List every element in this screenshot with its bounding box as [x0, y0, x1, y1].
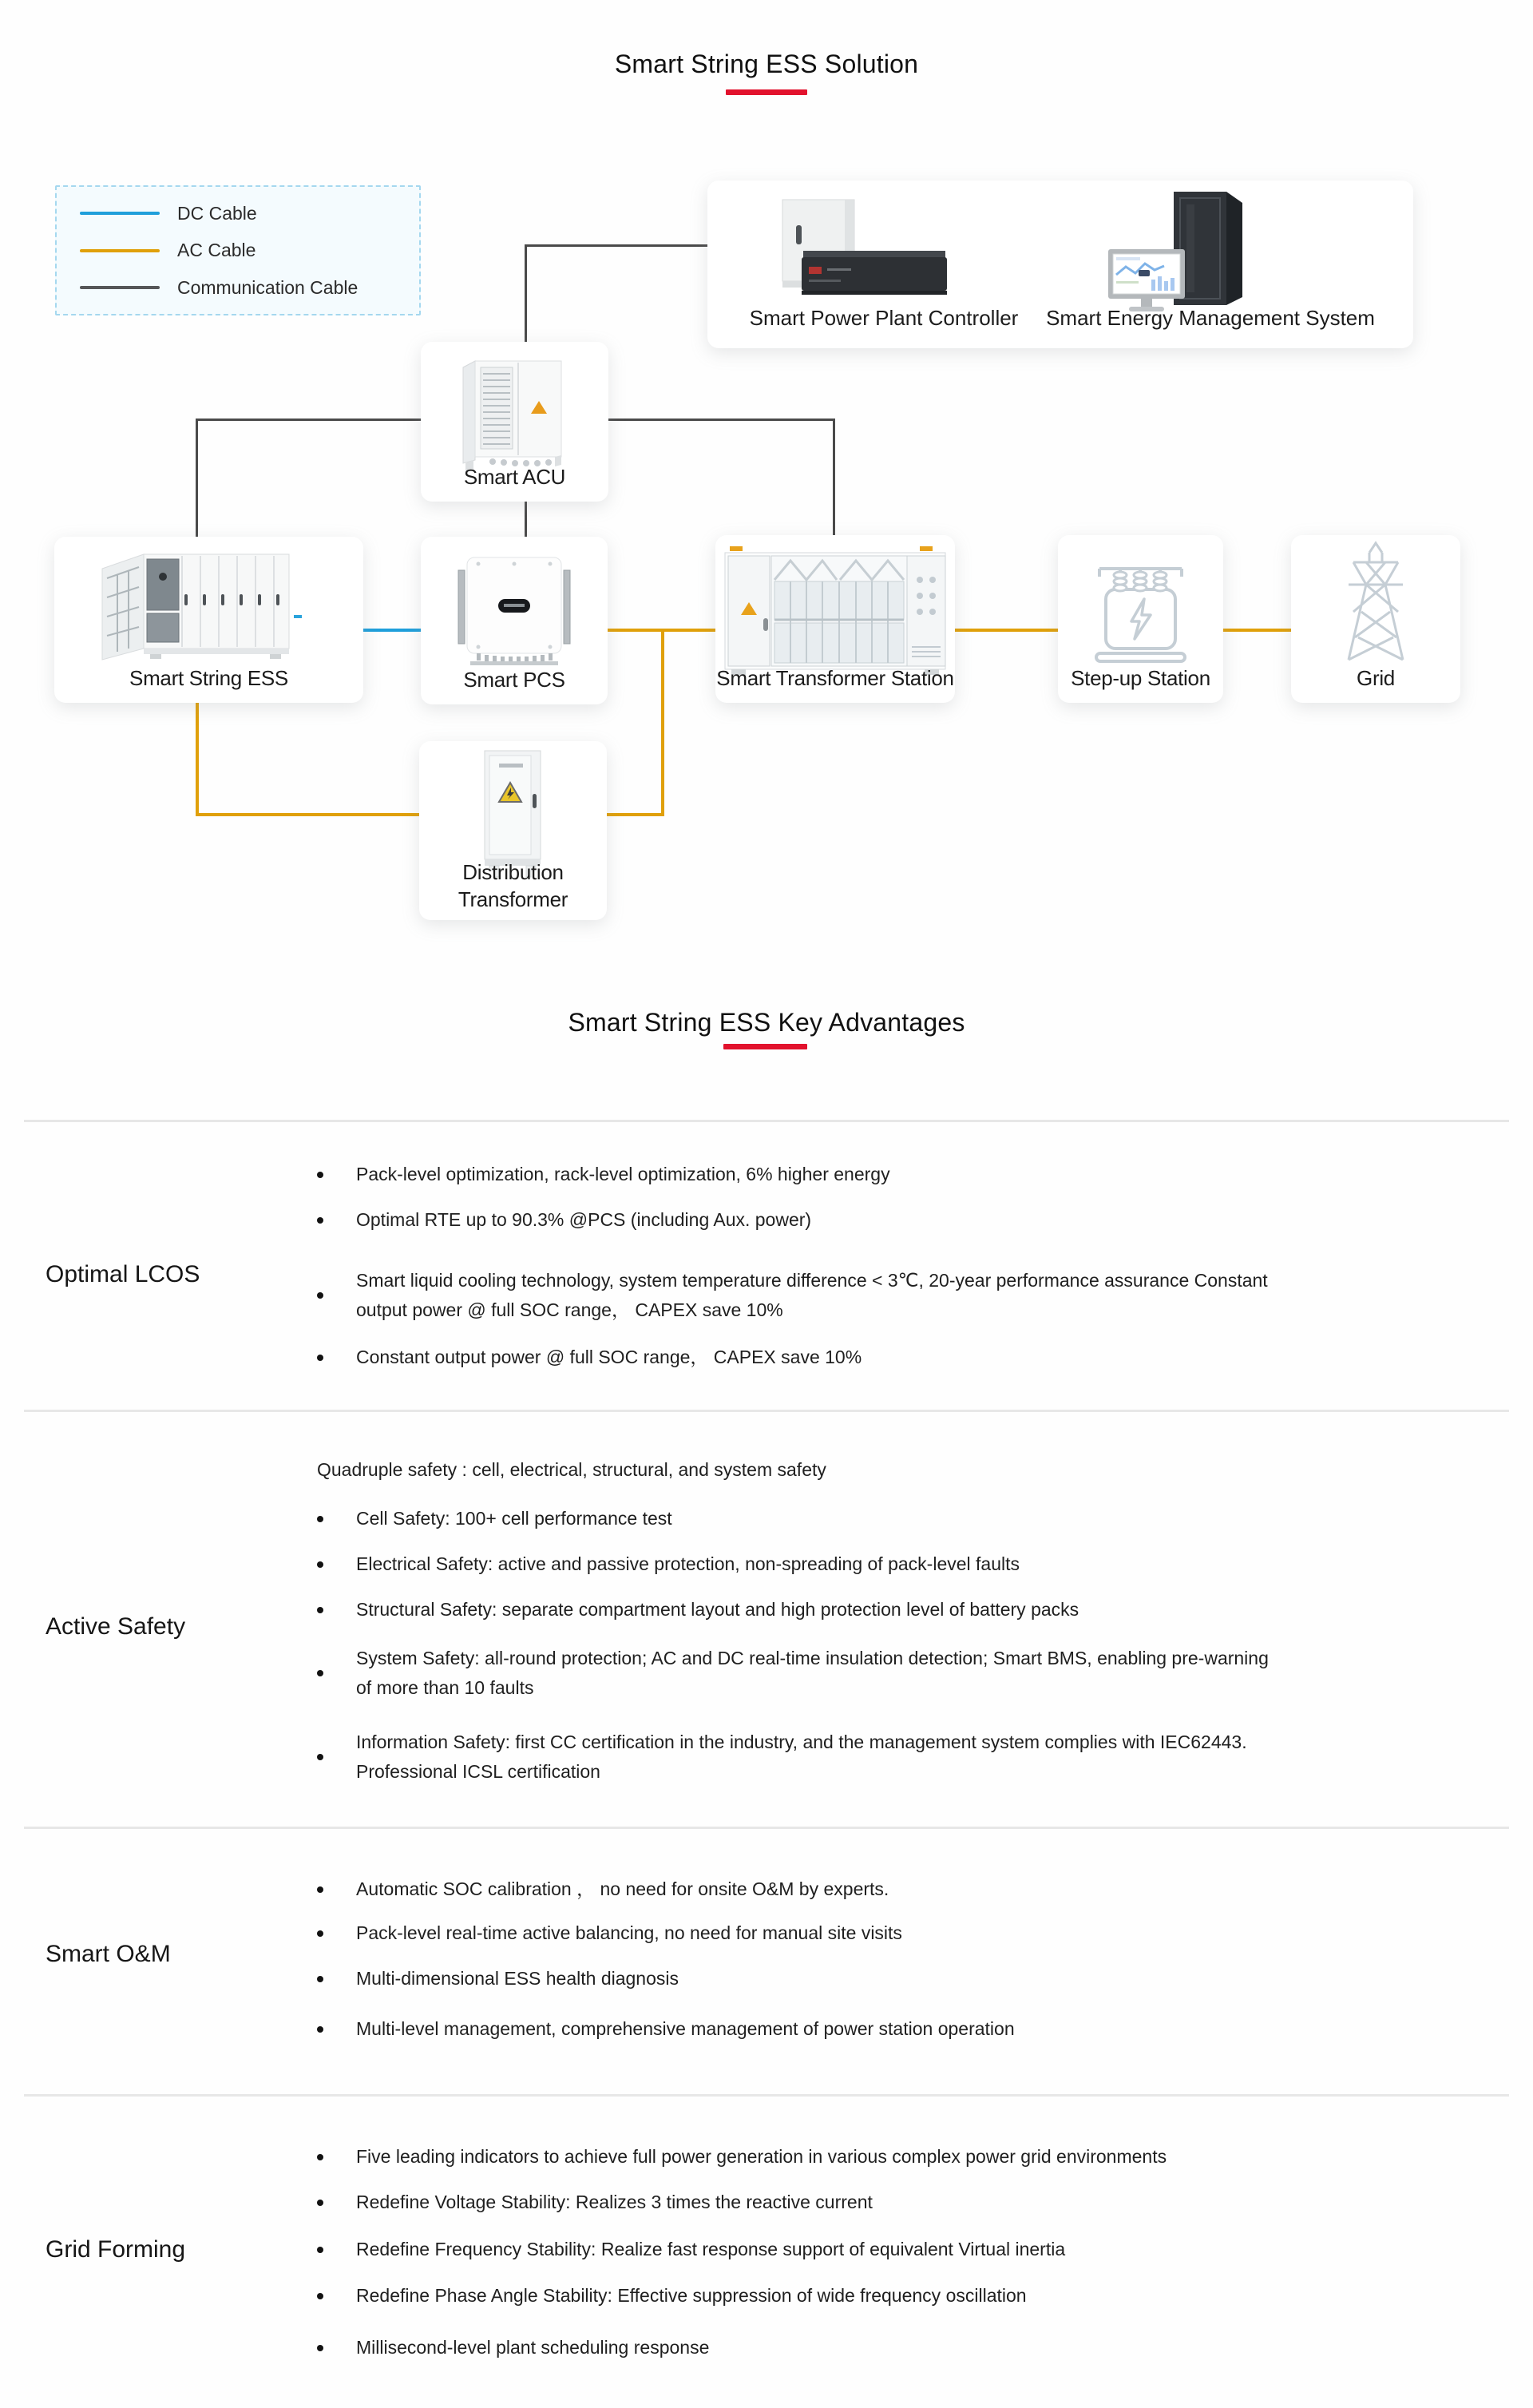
- list-item: Electrical Safety: active and passive protection, non-spreading of pack-level faults: [356, 1549, 1498, 1579]
- list-item: Redefine Frequency Stability: Realize fast response support of equivalent Virtual inertia: [356, 2235, 1498, 2264]
- ac-wire-dt-up: [661, 631, 664, 816]
- smart-acu-card: [421, 342, 608, 502]
- bullet-dot: [317, 1930, 323, 1937]
- bullet-dot: [317, 1516, 323, 1522]
- section-divider: [24, 1827, 1509, 1829]
- grid-card: [1291, 535, 1460, 703]
- section-label-grid-forming: Grid Forming: [46, 2236, 186, 2263]
- ac-wire-stepup-to-grid: [1222, 629, 1292, 632]
- section-divider: [24, 2094, 1509, 2097]
- dt-label-line1: Distribution: [462, 860, 564, 884]
- list-item: Smart liquid cooling technology, system temperature difference < 3℃, 20-year performance assurance Constant output power @ full SOC range， CAPEX save 10%: [356, 1266, 1498, 1325]
- bullet-dot: [317, 2247, 323, 2253]
- smart-pcs-card: [421, 537, 608, 704]
- ac-wire-to-dt-left: [196, 813, 420, 816]
- list-item: Optimal RTE up to 90.3% @PCS (including Aux. power): [356, 1205, 1498, 1235]
- ac-cable-line-sample: [80, 249, 160, 252]
- comm-wire-to-sts: [833, 419, 835, 537]
- bullet-dot: [317, 1172, 323, 1178]
- title-red-underline: [726, 89, 807, 95]
- acu-label: Smart ACU: [463, 465, 566, 489]
- bullet-dot: [317, 1607, 323, 1613]
- comm-wire-acu-to-pcs: [525, 501, 527, 538]
- comm-wire-acu-up: [525, 244, 527, 343]
- bullet-dot: [317, 1561, 323, 1568]
- section-label-active-safety: Active Safety: [46, 1613, 186, 1640]
- bullet-dot: [317, 2026, 323, 2033]
- list-item: Millisecond-level plant scheduling response: [356, 2333, 1498, 2362]
- cable-legend: [55, 185, 421, 315]
- sts-label: Smart Transformer Station: [716, 666, 954, 690]
- list-item: Constant output power @ full SOC range， CAPEX save 10%: [356, 1343, 1498, 1372]
- dc-wire-ess-to-pcs: [362, 629, 422, 632]
- management-systems-card: [707, 181, 1413, 348]
- bullet-dot: [317, 1670, 323, 1676]
- stepup-label: Step-up Station: [1071, 666, 1210, 690]
- ac-wire-ess-down: [196, 702, 199, 816]
- section-divider: [24, 1410, 1509, 1412]
- bullet-dot: [317, 2154, 323, 2160]
- dc-cable-line-sample: [80, 212, 160, 215]
- list-item: Five leading indicators to achieve full power generation in various complex power grid environments: [356, 2142, 1498, 2172]
- communication-cable-line-sample: [80, 286, 160, 289]
- list-item: Redefine Phase Angle Stability: Effective suppression of wide frequency oscillation: [356, 2281, 1498, 2311]
- comm-wire-to-ess: [196, 419, 198, 538]
- bullet-dot: [317, 1355, 323, 1361]
- ac-wire-dt-right: [606, 813, 664, 816]
- bullet-dot: [317, 1754, 323, 1760]
- legend-label: DC Cable: [177, 202, 257, 224]
- smart-transformer-station-card: [715, 535, 955, 703]
- legend-row-ac: [57, 240, 419, 261]
- comm-wire-acu-to-controller: [525, 244, 707, 247]
- bullet-dot: [317, 2345, 323, 2351]
- list-item: Automatic SOC calibration ， no need for onsite O&M by experts.: [356, 1874, 1498, 1904]
- section-label-smart-om: Smart O&M: [46, 1941, 171, 1967]
- section-divider: [24, 1120, 1509, 1122]
- legend-row-comm: [57, 277, 419, 299]
- bullet-dot: [317, 1886, 323, 1893]
- list-item: Multi-level management, comprehensive management of power station operation: [356, 2014, 1498, 2044]
- diagram-title: Smart String ESS Solution: [614, 50, 919, 78]
- legend-label: Communication Cable: [177, 276, 358, 298]
- distribution-transformer-card: [419, 741, 607, 920]
- list-item: Information Safety: first CC certification in the industry, and the management system complies with IEC62443. Professional ICSL certification: [356, 1728, 1498, 1787]
- smart-string-ess-card: [54, 537, 363, 703]
- dt-label-line2: Transformer: [458, 887, 568, 911]
- bullet-dot: [317, 2293, 323, 2299]
- bullet-dot: [317, 1976, 323, 1982]
- legend-row-dc: [57, 203, 419, 224]
- pcs-label: Smart PCS: [463, 668, 565, 692]
- advantages-red-underline: [723, 1044, 807, 1049]
- section-label-optimal-lcos: Optimal LCOS: [46, 1261, 200, 1287]
- ac-wire-sts-to-stepup: [954, 629, 1059, 632]
- list-item: Pack-level real-time active balancing, no need for manual site visits: [356, 1918, 1498, 1948]
- ess-label: Smart String ESS: [129, 666, 288, 690]
- legend-label: AC Cable: [177, 240, 256, 260]
- grid-label: Grid: [1357, 666, 1395, 690]
- list-item: System Safety: all-round protection; AC and DC real-time insulation detection; Smart BMS, enabling pre-warning of more than 10 faults: [356, 1644, 1498, 1703]
- list-item: Structural Safety: separate compartment layout and high protection level of battery packs: [356, 1595, 1498, 1625]
- step-up-station-card: [1058, 535, 1223, 703]
- bullet-dot: [317, 2200, 323, 2206]
- list-item: Pack-level optimization, rack-level optimization, 6% higher energy: [356, 1160, 1498, 1189]
- controller-label: Smart Power Plant Controller: [749, 306, 1019, 330]
- quadruple-safety-intro: Quadruple safety : cell, electrical, structural, and system safety: [317, 1459, 826, 1480]
- ems-label: Smart Energy Management System: [1046, 306, 1375, 330]
- dt-label: [419, 859, 607, 913]
- advantages-title: Smart String ESS Key Advantages: [568, 1008, 965, 1037]
- list-item: Multi-dimensional ESS health diagnosis: [356, 1964, 1498, 1993]
- list-item: Cell Safety: 100+ cell performance test: [356, 1504, 1498, 1533]
- bullet-dot: [317, 1292, 323, 1299]
- list-item: Redefine Voltage Stability: Realizes 3 times the reactive current: [356, 2188, 1498, 2217]
- bullet-dot: [317, 1217, 323, 1224]
